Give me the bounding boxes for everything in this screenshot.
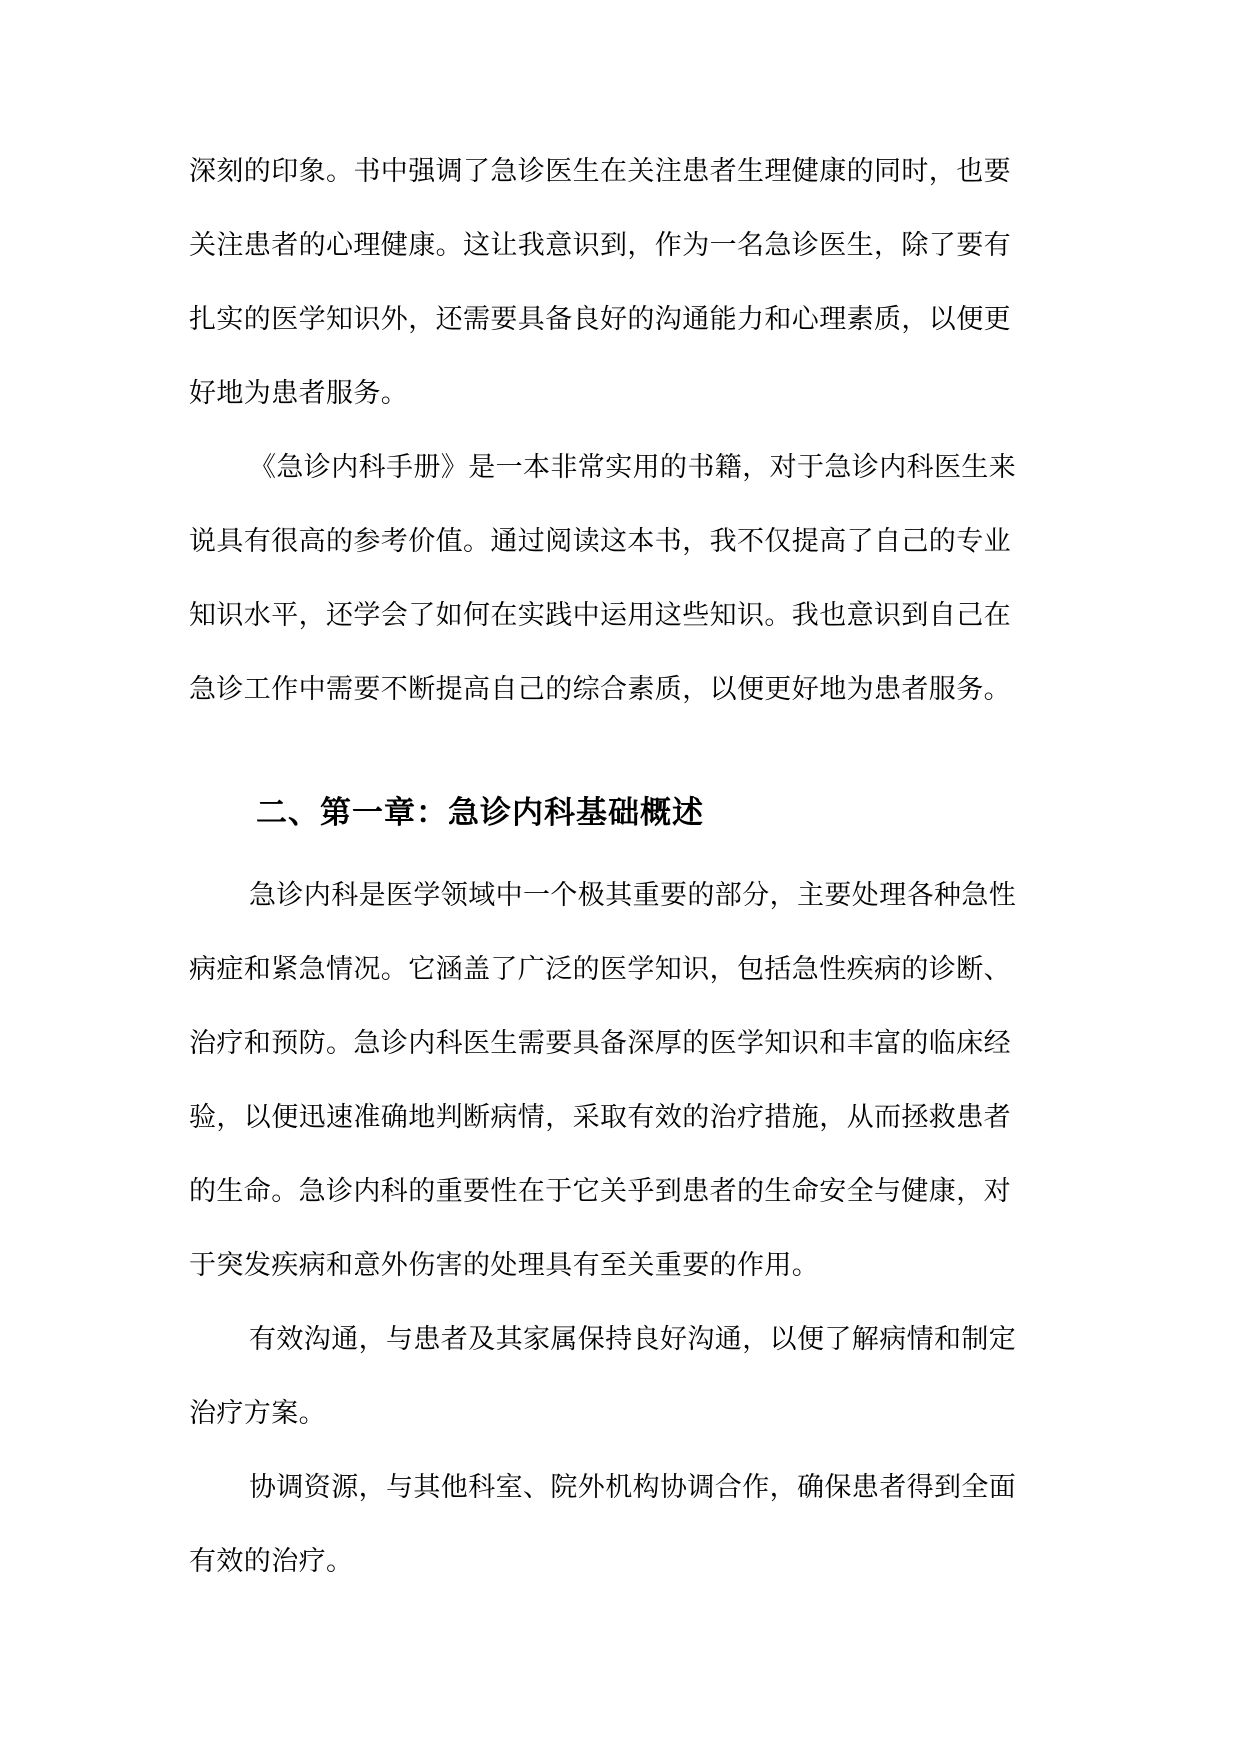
paragraph-line: 关注患者的心理健康。这让我意识到，作为一名急诊医生，除了要有 (189, 230, 1011, 261)
paragraph-line: 病症和紧急情况。它涵盖了广泛的医学知识，包括急性疾病的诊断、 (189, 954, 1011, 985)
paragraph-line: 好地为患者服务。 (189, 378, 409, 409)
paragraph-line: 于突发疾病和意外伤害的处理具有至关重要的作用。 (189, 1250, 820, 1281)
paragraph-line: 有效沟通，与患者及其家属保持良好沟通，以便了解病情和制定 (249, 1324, 1017, 1355)
paragraph-line: 《急诊内科手册》是一本非常实用的书籍，对于急诊内科医生来 (249, 452, 1017, 483)
section-heading: 二、第一章：急诊内科基础概述 (256, 795, 704, 831)
paragraph-line: 扎实的医学知识外，还需要具备良好的沟通能力和心理素质，以便更 (189, 304, 1011, 335)
paragraph-line: 知识水平，还学会了如何在实践中运用这些知识。我也意识到自己在 (189, 600, 1011, 631)
paragraph-line: 说具有很高的参考价值。通过阅读这本书，我不仅提高了自己的专业 (189, 526, 1011, 557)
paragraph-line: 治疗方案。 (189, 1398, 326, 1429)
paragraph-line: 急诊工作中需要不断提高自己的综合素质，以便更好地为患者服务。 (189, 674, 1011, 705)
paragraph-line: 深刻的印象。书中强调了急诊医生在关注患者生理健康的同时，也要 (189, 156, 1011, 187)
paragraph-line: 验，以便迅速准确地判断病情，采取有效的治疗措施，从而拯救患者 (189, 1102, 1011, 1133)
paragraph-line: 治疗和预防。急诊内科医生需要具备深厚的医学知识和丰富的临床经 (189, 1028, 1011, 1059)
paragraph-line: 协调资源，与其他科室、院外机构协调合作，确保患者得到全面 (249, 1472, 1017, 1503)
paragraph-line: 的生命。急诊内科的重要性在于它关乎到患者的生命安全与健康，对 (189, 1176, 1011, 1207)
paragraph-line: 有效的治疗。 (189, 1546, 354, 1577)
paragraph-line: 急诊内科是医学领域中一个极其重要的部分，主要处理各种急性 (249, 880, 1017, 911)
